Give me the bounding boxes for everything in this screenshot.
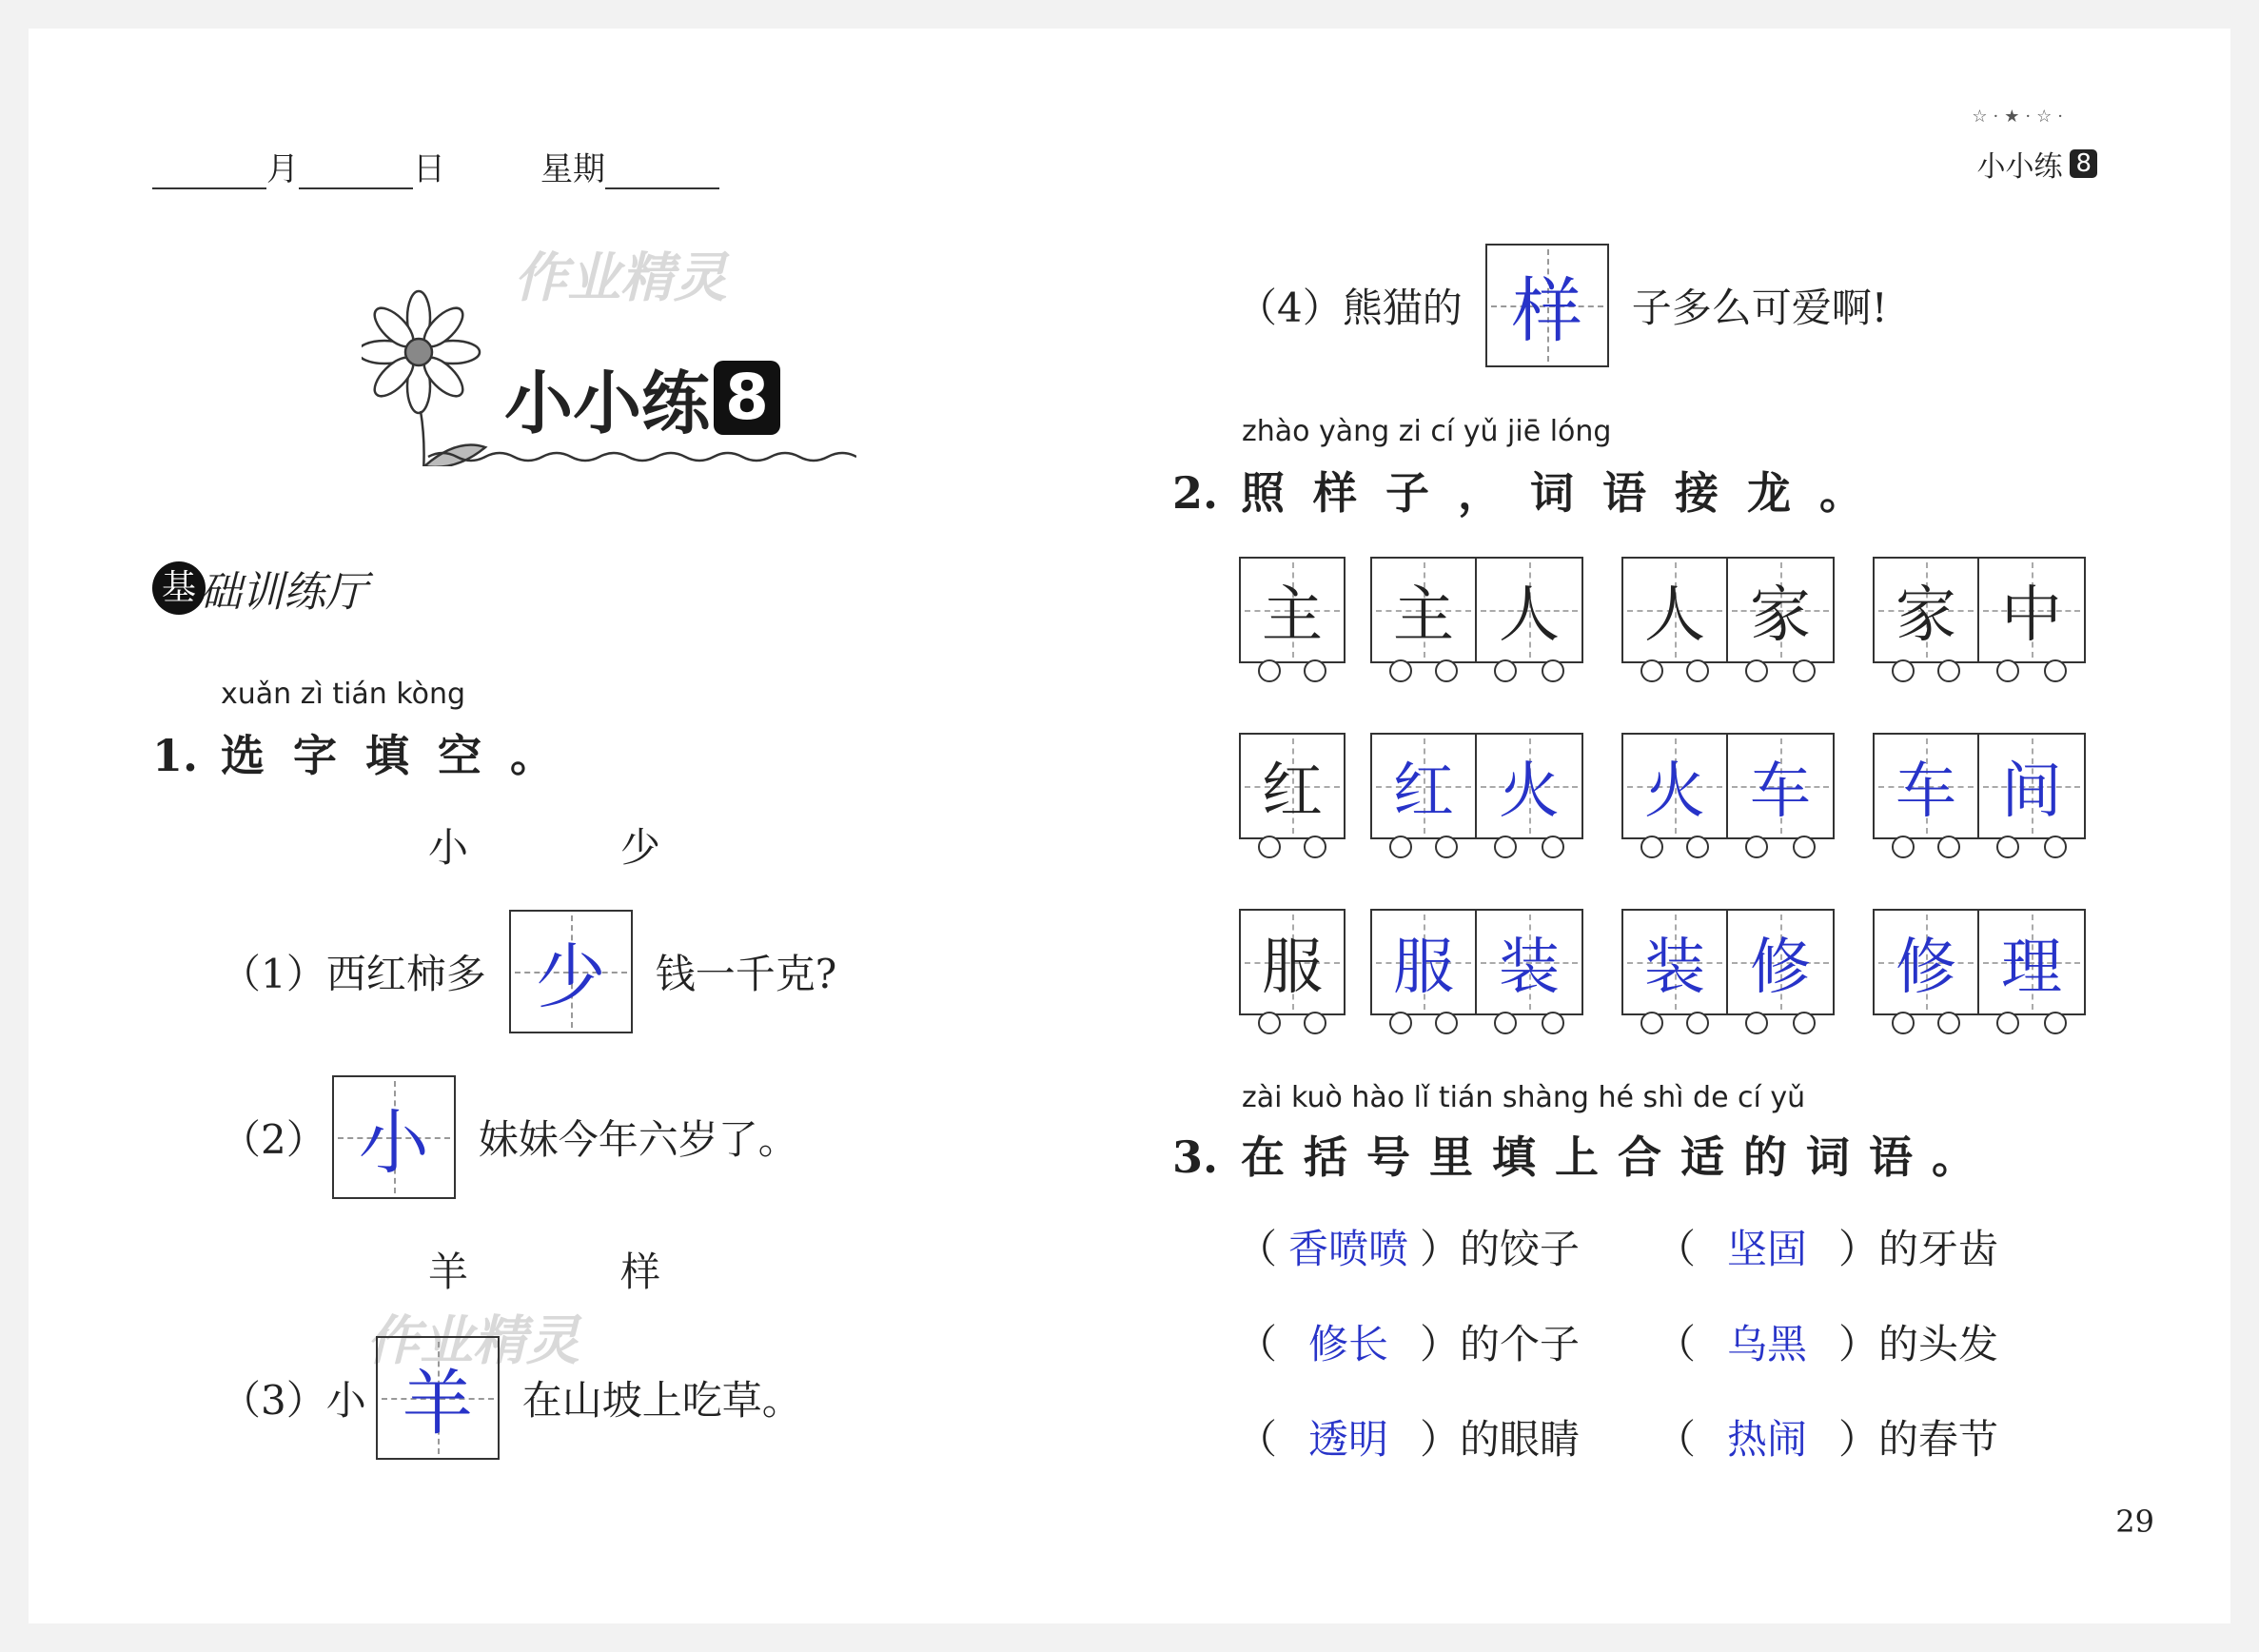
wheel-icon	[1542, 1012, 1564, 1034]
wheel-icon	[1996, 836, 2019, 858]
word-chain-train	[1239, 733, 1346, 839]
car-wheels	[1640, 659, 1709, 682]
q3-item: （ 热闹 ） 的春节	[1656, 1416, 1999, 1463]
q3-item: （ 坚固 ） 的牙齿	[1656, 1226, 1999, 1272]
stars-decoration: ☆·★·☆·	[1972, 107, 2069, 127]
q1-title: 1. 选字填空。	[152, 730, 583, 781]
wheel-icon	[1640, 1012, 1663, 1034]
word-chain-train	[1621, 557, 1835, 663]
wheel-icon	[1258, 659, 1281, 682]
wheel-icon	[2044, 1012, 2067, 1034]
word-chain-car: 家	[1728, 557, 1835, 663]
word-chain-car[interactable]: 理	[1979, 909, 2086, 1015]
word-chain-train	[1621, 733, 1835, 839]
wheel-icon	[1686, 659, 1709, 682]
word-chain-train	[1239, 557, 1346, 663]
q3-item: （ 透明 ） 的眼睛	[1237, 1416, 1581, 1463]
car-wheels	[1494, 1012, 1564, 1034]
word-chain-car[interactable]: 车	[1873, 733, 1979, 839]
wheel-icon	[2044, 836, 2067, 858]
wheel-icon	[1745, 836, 1768, 858]
word-chain-train	[1621, 909, 1835, 1015]
q1-sentence-2: （2） 小 妹妹今年六岁了。	[221, 1075, 798, 1199]
word-chain-train	[1370, 557, 1583, 663]
word-chain-train	[1873, 733, 2086, 839]
car-wheels	[1640, 836, 1709, 858]
wheel-icon	[1793, 659, 1816, 682]
wheel-icon	[1686, 1012, 1709, 1034]
wheel-icon	[1435, 1012, 1458, 1034]
word-chain-train	[1370, 909, 1583, 1015]
car-wheels	[1892, 1012, 1960, 1034]
q1-choices-1: 小 少	[428, 824, 661, 871]
q2-title: 2. 照样子，词语接龙。	[1172, 467, 1893, 519]
word-chain-car: 家	[1873, 557, 1979, 663]
wheel-icon	[1494, 1012, 1517, 1034]
car-wheels	[1389, 659, 1458, 682]
q1-choices-2: 羊 样	[428, 1249, 661, 1295]
car-wheels	[1258, 836, 1326, 858]
word-chain-car: 主	[1239, 557, 1346, 663]
wheel-icon	[1389, 836, 1412, 858]
q1-sentence-4: （4）熊猫的 样 子多么可爱啊!	[1237, 244, 1888, 367]
word-chain-car[interactable]: 修	[1728, 909, 1835, 1015]
car-wheels	[1996, 1012, 2067, 1034]
lesson-title-banner	[362, 285, 856, 466]
wheel-icon	[1258, 1012, 1281, 1034]
car-wheels	[1494, 659, 1564, 682]
q3-item: （ 香喷喷 ） 的饺子	[1237, 1226, 1581, 1272]
answer-box[interactable]: 羊	[376, 1336, 500, 1460]
word-chain-car[interactable]: 火	[1477, 733, 1583, 839]
car-wheels	[1258, 1012, 1326, 1034]
wheel-icon	[1542, 836, 1564, 858]
word-chain-car[interactable]: 服	[1370, 909, 1477, 1015]
word-chain-car[interactable]: 修	[1873, 909, 1979, 1015]
wheel-icon	[1686, 836, 1709, 858]
wheel-icon	[1937, 1012, 1960, 1034]
wheel-icon	[1640, 659, 1663, 682]
q1-sentence-3: （3）小 羊 在山坡上吃草。	[221, 1336, 802, 1460]
car-wheels	[1494, 836, 1564, 858]
q1-pinyin: xuǎn zì tián kòng	[221, 678, 466, 711]
q1-sentence-1: （1）西红柿多 少 钱一千克?	[221, 910, 836, 1033]
q3-item: （ 乌黑 ） 的头发	[1656, 1321, 1999, 1367]
word-chain-car[interactable]: 间	[1979, 733, 2086, 839]
car-wheels	[1745, 659, 1816, 682]
wheel-icon	[1389, 659, 1412, 682]
date-line: 月 日 星期	[152, 143, 719, 189]
car-wheels	[1640, 1012, 1709, 1034]
wheel-icon	[1745, 659, 1768, 682]
wheel-icon	[2044, 659, 2067, 682]
word-chain-car[interactable]: 车	[1728, 733, 1835, 839]
word-chain-car: 中	[1979, 557, 2086, 663]
q3-item: （ 修长 ） 的个子	[1237, 1321, 1581, 1367]
word-chain-car[interactable]: 装	[1477, 909, 1583, 1015]
wheel-icon	[1304, 1012, 1326, 1034]
wheel-icon	[1258, 836, 1281, 858]
word-chain-train	[1370, 733, 1583, 839]
car-wheels	[1996, 836, 2067, 858]
word-chain-car: 红	[1239, 733, 1346, 839]
car-wheels	[1892, 836, 1960, 858]
car-wheels	[1389, 836, 1458, 858]
car-wheels	[1892, 659, 1960, 682]
wheel-icon	[1937, 836, 1960, 858]
weekday-blank[interactable]	[605, 187, 719, 189]
wheel-icon	[1640, 836, 1663, 858]
wheel-icon	[1996, 659, 2019, 682]
wheel-icon	[1996, 1012, 2019, 1034]
wheel-icon	[1793, 836, 1816, 858]
day-blank[interactable]	[299, 187, 413, 189]
wheel-icon	[1435, 659, 1458, 682]
car-wheels	[1258, 659, 1326, 682]
car-wheels	[1389, 1012, 1458, 1034]
car-wheels	[1745, 836, 1816, 858]
wheel-icon	[1304, 659, 1326, 682]
wheel-icon	[1304, 836, 1326, 858]
q3-pinyin: zài kuò hào lǐ tián shàng hé shì de cí yǔ	[1242, 1081, 1806, 1114]
word-chain-train	[1239, 909, 1346, 1015]
lesson-title: 小小练 8	[504, 348, 780, 447]
wheel-icon	[1494, 659, 1517, 682]
wheel-icon	[1745, 1012, 1768, 1034]
word-chain-car[interactable]: 火	[1621, 733, 1728, 839]
word-chain-car: 主	[1370, 557, 1477, 663]
wheel-icon	[1892, 1012, 1915, 1034]
wheel-icon	[1793, 1012, 1816, 1034]
wheel-icon	[1892, 836, 1915, 858]
word-chain-car: 人	[1477, 557, 1583, 663]
word-chain-car: 服	[1239, 909, 1346, 1015]
wheel-icon	[1542, 659, 1564, 682]
month-blank[interactable]	[152, 187, 266, 189]
watermark: 作业精灵	[366, 1310, 579, 1372]
header-lesson-label: 小小练 8	[1976, 143, 2097, 185]
wheel-icon	[1389, 1012, 1412, 1034]
word-chain-car[interactable]: 装	[1621, 909, 1728, 1015]
word-chain-train	[1873, 909, 2086, 1015]
word-chain-car: 人	[1621, 557, 1728, 663]
answer-box[interactable]: 样	[1485, 244, 1609, 367]
wheel-icon	[1435, 836, 1458, 858]
wheel-icon	[1494, 836, 1517, 858]
section-tag: 基 础训练厅	[152, 558, 367, 619]
answer-box[interactable]: 少	[509, 910, 633, 1033]
word-chain-train	[1873, 557, 2086, 663]
watermark: 作业精灵	[514, 247, 727, 309]
answer-box[interactable]: 小	[332, 1075, 456, 1199]
car-wheels	[1996, 659, 2067, 682]
page-number: 29	[2115, 1504, 2154, 1540]
q2-pinyin: zhào yàng zi cí yǔ jiē lóng	[1242, 415, 1612, 448]
wheel-icon	[1937, 659, 1960, 682]
q3-title: 3. 在括号里填上合适的词语。	[1172, 1131, 1995, 1183]
wheel-icon	[1892, 659, 1915, 682]
word-chain-car[interactable]: 红	[1370, 733, 1477, 839]
car-wheels	[1745, 1012, 1816, 1034]
